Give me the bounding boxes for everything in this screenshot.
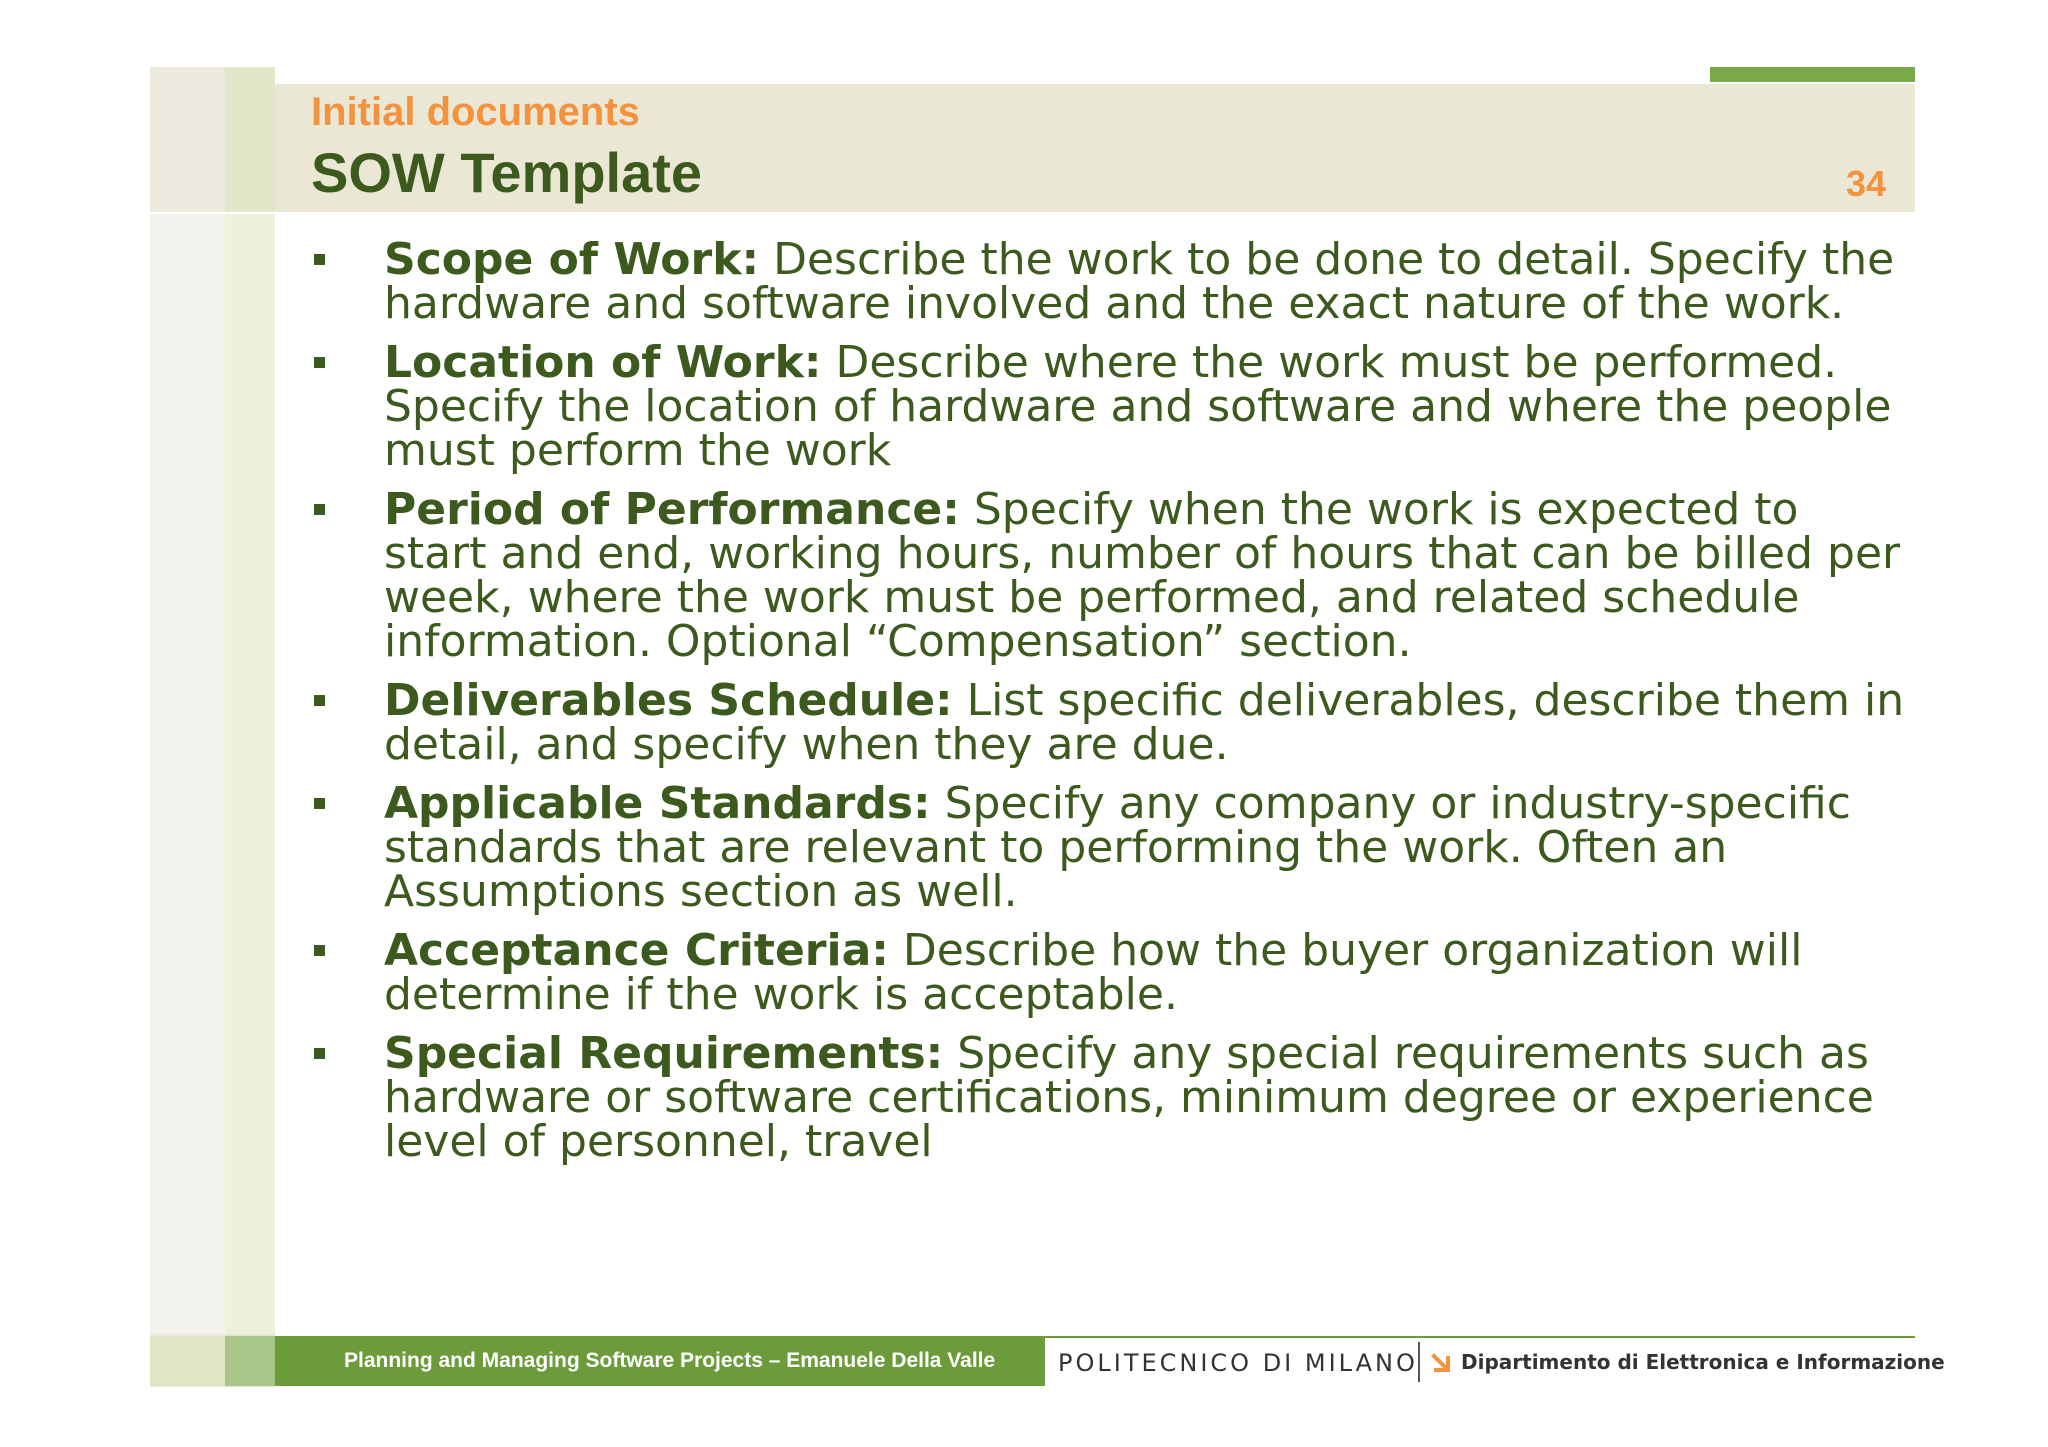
item-text: Describe where the work must be performed. Specify the location of hardware and software and where the people must perform the work	[384, 337, 1892, 476]
item-text: Describe the work to be done to detail. Specify the hardware and software involved and the exact nature of the work.	[384, 234, 1895, 329]
list-item-deliverables	[310, 675, 1910, 770]
department-name: Dipartimento di Elettronica e Informazione	[1461, 1350, 1945, 1374]
square-bullet-icon	[314, 254, 325, 265]
item-text: Describe how the buyer organization will determine if the work is acceptable.	[384, 925, 1803, 1020]
university-name: POLITECNICO DI MILANO	[1058, 1349, 1418, 1377]
header-divider	[150, 212, 1915, 214]
square-bullet-icon	[314, 798, 325, 809]
page-number: 34	[1845, 163, 1886, 204]
list-item-standards	[310, 778, 1910, 917]
item-label: Period of Performance:	[384, 484, 960, 535]
slide-title: SOW Template	[311, 141, 703, 204]
list-item-acceptance	[310, 925, 1910, 1020]
list-item-scope	[310, 234, 1910, 329]
square-bullet-icon	[314, 504, 325, 515]
item-text: Specify when the work is expected to start and end, working hours, number of hours that can be billed per week, where the work must be performed, and related schedule information. Optional “Compensation” section.	[384, 484, 1901, 667]
item-label: Applicable Standards:	[384, 778, 931, 829]
content-list	[310, 234, 1910, 1179]
arrow-down-right-icon	[1430, 1352, 1454, 1376]
item-text: Specify any special requirements such as hardware or software certifications, minimum degree or experience level of personnel, travel	[384, 1028, 1874, 1167]
list-item-location	[310, 337, 1910, 476]
section-subtitle: Initial documents	[311, 90, 640, 134]
item-label: Acceptance Criteria:	[384, 925, 889, 976]
item-label: Location of Work:	[384, 337, 822, 388]
footer-decor-block	[150, 1336, 225, 1386]
header-accent-bar	[1710, 67, 1915, 82]
footer-rule	[1045, 1336, 1915, 1338]
left-decor-column-light	[150, 214, 225, 1334]
item-text: Specify any company or industry-specific standards that are relevant to performing the work. Often an Assumptions section as well.	[384, 778, 1851, 917]
list-item-special	[310, 1028, 1910, 1167]
item-label: Deliverables Schedule:	[384, 675, 953, 726]
item-label: Special Requirements:	[384, 1028, 944, 1079]
item-text: List specific deliverables, describe them in detail, and specify when they are due.	[384, 675, 1905, 770]
square-bullet-icon	[314, 945, 325, 956]
footer-separator	[1418, 1342, 1420, 1382]
square-bullet-icon	[314, 1048, 325, 1059]
item-label: Scope of Work:	[384, 234, 760, 285]
list-item-period	[310, 484, 1910, 667]
footer-decor-block-green	[225, 1336, 275, 1386]
footer-course-text: Planning and Managing Software Projects – Emanuele Della Valle	[344, 1349, 996, 1372]
square-bullet-icon	[314, 357, 325, 368]
left-decor-column-green-light	[225, 214, 275, 1334]
square-bullet-icon	[314, 695, 325, 706]
